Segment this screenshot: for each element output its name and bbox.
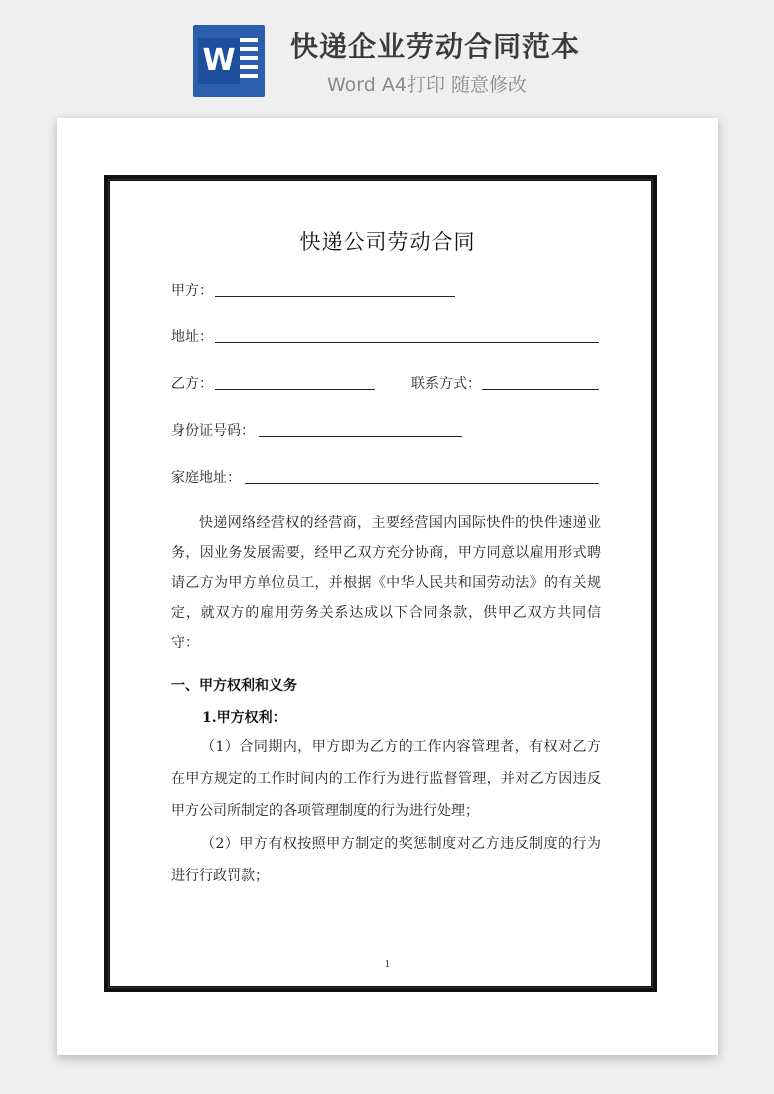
id-number-label: 身份证号码： (171, 423, 255, 439)
contact-label: 联系方式： (411, 376, 481, 392)
word-icon (193, 25, 265, 97)
section-heading: 一、甲方权利和义务 (171, 678, 297, 694)
clause-2: （2）甲方有权按照甲方制定的奖惩制度对乙方违反制度的行为进行行政罚款； (171, 836, 601, 884)
contact-blank[interactable] (482, 389, 599, 390)
subsection-heading: 1.甲方权利： (202, 710, 287, 726)
address-label: 地址： (171, 329, 213, 345)
party-b-blank[interactable] (215, 389, 375, 390)
document-title: 快递公司劳动合同 (299, 230, 476, 254)
word-icon-letter: W (198, 38, 240, 84)
address-blank[interactable] (215, 342, 599, 343)
home-address-blank[interactable] (245, 483, 599, 484)
home-address-label: 家庭地址： (171, 470, 241, 486)
id-number-blank[interactable] (259, 436, 462, 437)
party-a-label: 甲方： (171, 283, 213, 299)
party-a-blank[interactable] (215, 296, 455, 297)
document-content (57, 118, 718, 1055)
page-subtitle: Word A4打印 随意修改 (327, 74, 528, 96)
document-page (57, 118, 718, 1055)
clause-1: （1）合同期内，甲方即为乙方的工作内容管理者，有权对乙方在甲方规定的工作时间内的工作行为进行监督管理，并对乙方因违反甲方公司所制定的各项管理制度的行为进行处理； (171, 739, 601, 819)
intro-paragraph: 快递网络经营权的经营商，主要经营国内国际快件的快件速递业务，因业务发展需要，经甲乙双方充分协商，甲方同意以雇用形式聘请乙方为甲方单位员工，并根据《中华人民共和国劳动法》的有关规定，就双方的雇用劳务关系达成以下合同条款，供甲乙双方共同信守： (171, 515, 601, 651)
party-b-label: 乙方： (171, 376, 213, 392)
page-header (0, 0, 774, 110)
page-title: 快递企业劳动合同范本 (290, 30, 581, 63)
page-number: 1 (384, 960, 391, 970)
